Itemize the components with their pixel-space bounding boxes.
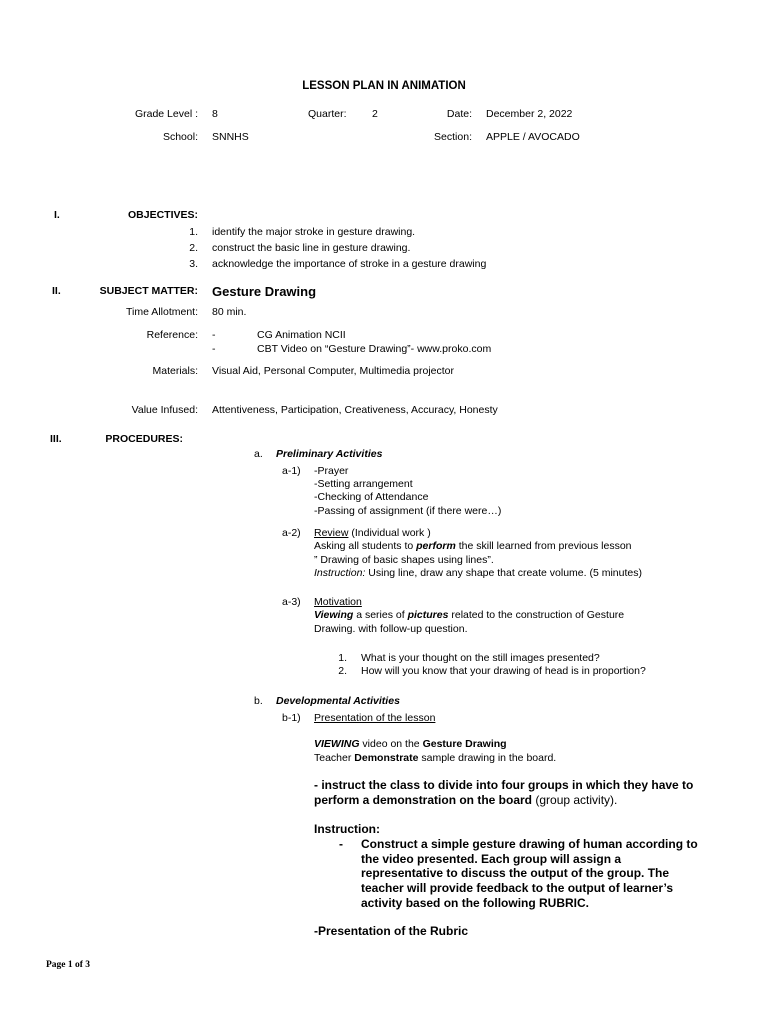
procedures-heading: PROCEDURES: [105,433,183,445]
page-number: Page 1 of 3 [46,960,91,970]
objective-num: 2. [189,242,198,254]
objective-item: acknowledge the importance of stroke in a gesture drawing [212,258,487,270]
date-label: Date: [446,108,472,120]
a3-heading: Motivation [314,596,362,608]
question-text: How will you know that your drawing of head is in proportion? [361,665,646,677]
a2-instruction-line [314,567,642,579]
page-title: LESSON PLAN IN ANIMATION [302,80,466,92]
school-label: School: [162,131,198,143]
question-text: What is your thought on the still images presented? [361,652,600,664]
value-infused-label: Value Infused: [131,404,198,416]
quarter-value: 2 [372,108,378,120]
b1-text: (group activity). [532,793,618,807]
question-num: 1. [338,652,347,664]
b1-emphasis: VIEWING [314,738,360,750]
b1-text: sample drawing in the board. [418,752,557,764]
a3-label: a-3) [282,596,301,608]
b1-bold: Demonstrate [354,752,419,764]
a3-text: a series of [353,609,408,621]
reference-dash: - [212,329,216,341]
a2-instruction-label: Instruction: [314,567,366,579]
b1-heading: Presentation of the lesson [314,712,436,724]
a2-emphasis: perform [416,540,456,552]
a3-line: Drawing. with follow-up question. [314,623,468,635]
reference-dash: - [212,343,216,355]
a1-line: -Setting arrangement [314,478,413,490]
materials-value: Visual Aid, Personal Computer, Multimedia projector [212,365,455,377]
date-value: December 2, 2022 [486,108,573,120]
subject-title: Gesture Drawing [212,284,317,299]
grade-label: Grade Level : [134,108,198,120]
a1-label: a-1) [282,465,301,477]
a2-line: ” Drawing of basic shapes using lines”. [314,554,494,566]
b1-label: b-1) [282,712,301,724]
a1-line: -Prayer [314,465,349,477]
grade-value: 8 [212,108,218,120]
objective-num: 3. [189,258,198,270]
time-label: Time Allotment: [126,306,198,318]
b1-line [314,738,507,750]
b1-line [314,752,556,764]
reference-item: CBT Video on “Gesture Drawing”- www.proko.com [257,343,492,355]
school-value: SNNHS [212,131,249,143]
a1-line: -Checking of Attendance [314,491,429,503]
objective-item: construct the basic line in gesture drawing. [212,242,411,254]
question-num: 2. [338,665,347,677]
instruction-line: representative to discuss the output of the group. The [361,866,670,880]
materials-label: Materials: [152,365,198,377]
a2-label: a-2) [282,527,301,539]
reference-item: CG Animation NCII [257,329,346,341]
review-label: Review [314,527,349,539]
objective-item: identify the major stroke in gesture drawing. [212,226,416,238]
section-value: APPLE / AVOCADO [486,131,580,143]
b1-paragraph-line: - instruct the class to divide into four groups in which they have to [314,778,694,792]
time-value: 80 min. [212,306,247,318]
instruction-heading: Instruction: [314,822,380,836]
section-a-letter: a. [254,448,263,460]
section-label: Section: [434,131,472,143]
b1-bold: Gesture Drawing [422,738,507,750]
objective-num: 1. [189,226,198,238]
instruction-dash: - [339,837,343,851]
instruction-line: the video presented. Each group will assign a [361,852,622,866]
instruction-line: activity based on the following RUBRIC. [361,896,590,910]
procedures-numeral: III. [50,433,62,445]
a2-text: the skill learned from previous lesson [455,540,632,552]
instruction-line: Construct a simple gesture drawing of human according to [361,837,698,851]
objectives-numeral: I. [54,209,60,221]
b1-text: Teacher [314,752,355,764]
quarter-label: Quarter: [308,108,347,120]
section-b-letter: b. [254,695,263,707]
value-infused-value: Attentiveness, Participation, Creativeness, Accuracy, Honesty [212,404,498,416]
review-rest: (Individual work ) [348,527,431,539]
a3-emphasis: Viewing [314,609,354,621]
reference-label: Reference: [146,329,198,341]
instruction-line: teacher will provide feedback to the output of learner’s [361,881,674,895]
b1-paragraph-line [314,793,617,807]
a3-text: related to the construction of Gesture [448,609,625,621]
b1-text: video on the [359,738,423,750]
subject-heading: SUBJECT MATTER: [99,285,198,297]
a2-line [314,540,632,552]
objectives-heading: OBJECTIVES: [127,209,198,221]
a2-instruction-text: Using line, draw any shape that create volume. (5 minutes) [365,567,642,579]
a2-text: Asking all students to [314,540,417,552]
rubric-line: -Presentation of the Rubric [314,924,469,938]
a3-emphasis: pictures [407,609,449,621]
section-b-heading: Developmental Activities [276,695,400,707]
section-a-heading: Preliminary Activities [276,448,383,460]
a2-review-line [314,527,431,539]
a3-line [314,609,624,621]
subject-numeral: II. [52,285,61,297]
a1-line: -Passing of assignment (if there were…) [314,505,502,517]
b1-bold: perform a demonstration on the board [314,793,533,807]
